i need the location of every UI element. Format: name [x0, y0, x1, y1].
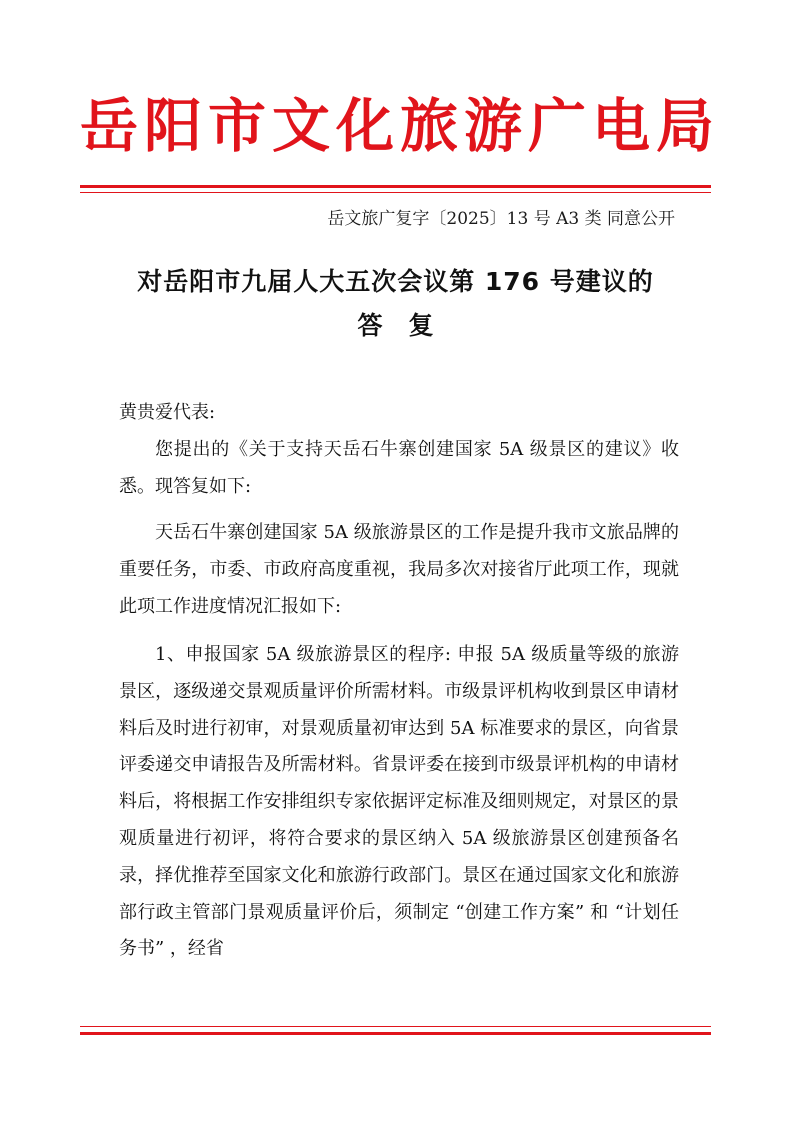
- document-title-line1: 对岳阳市九届人大五次会议第 176 号建议的: [137, 267, 654, 296]
- body-paragraph-1: 您提出的《关于支持天岳石牛寨创建国家 5A 级景区的建议》收悉。现答复如下:: [119, 439, 679, 497]
- document-title-line2: 答复: [357, 311, 460, 340]
- document-number: 岳文旅广复字〔2025〕13 号 A3 类 同意公开: [327, 209, 675, 229]
- letterhead-rule-thin: [80, 192, 711, 193]
- footer-rule-thick: [80, 1032, 711, 1035]
- footer-rule-thin: [80, 1026, 711, 1027]
- body-paragraph-3: 1、申报国家 5A 级旅游景区的程序: 申报 5A 级质量等级的旅游景区，逐级递交景观质量评价所需材料。市级景评机构收到景区申请材料后及时进行初审，对景观质量初审达到 5A 标准要求的景区，向省景评委递交申请报告及所需材料。省景评委在接到市级景评机构的申请材料后，将根据工作安排组织专家依据评定标准及细则规定，对景区的景观质量进行初评，将符合要求的景区纳入 5A 级旅游景区创建预备名录，择优推荐至国家文化和旅游行政部门。景区在通过国家文化和旅游部行政主管部门景观质量评价后，须制定 “创建工作方案” 和 “计划任务书” ，经省: [119, 644, 679, 960]
- body-paragraph-2: 天岳石牛寨创建国家 5A 级旅游景区的工作是提升我市文旅品牌的重要任务，市委、市政府高度重视，我局多次对接省厅此项工作，现就此项工作进度情况汇报如下:: [119, 522, 679, 617]
- letterhead-org-name: 岳阳市文化旅游广电局: [80, 92, 721, 160]
- salutation: 黄贵爱代表:: [119, 402, 216, 423]
- letterhead-rule-thick: [80, 185, 711, 188]
